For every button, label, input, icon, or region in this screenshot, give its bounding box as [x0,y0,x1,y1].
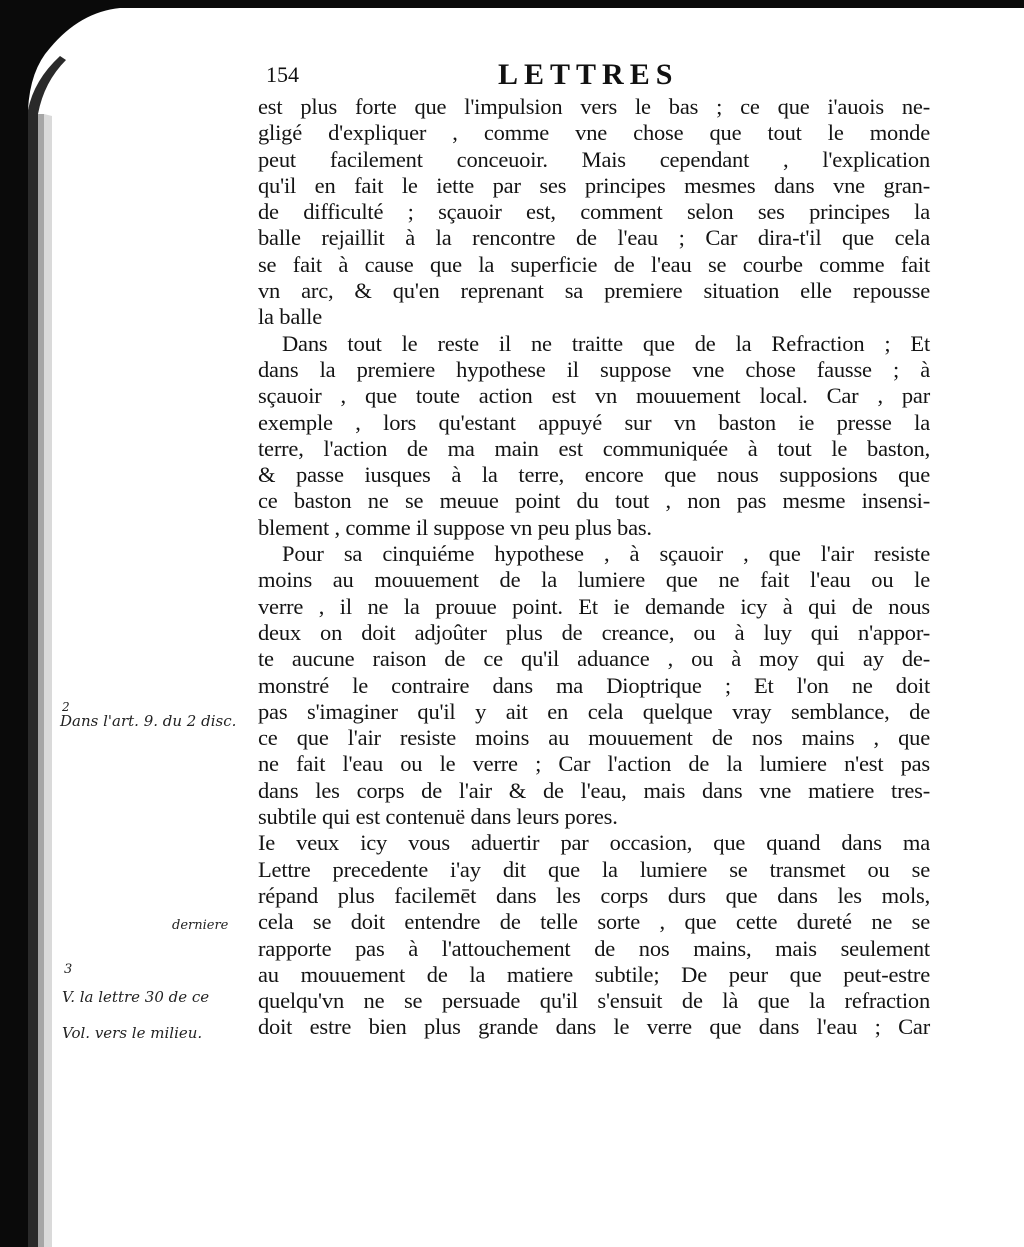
text-line: rapporte pas à l'attouchement de nos mains, mais seulement [258,935,930,961]
text-line: blement , comme il suppose vn peu plus bas. [258,514,652,540]
text-line: cela se doit entendre de telle sorte , que cette dureté ne se [258,909,930,935]
text-line: moins au mouuement de la lumiere que ne fait l'eau ou le [258,567,930,593]
text-line: exemple , lors qu'estant appuyé sur vn baston ie presse la [258,409,930,435]
margin-note-mark-2: 2 [62,700,70,714]
text-line: répand plus facilemēt dans les corps durs que dans les mols, [258,882,930,908]
margin-note-3-line-1: V. la lettre 30 de ce [62,988,210,1006]
text-line: gligé d'expliquer , comme vne chose que tout le monde [258,120,930,146]
text-line: qu'il en fait le iette par ses principes mesmes dans vne gran- [258,172,930,198]
text-line: vn arc, & qu'en reprenant sa premiere situation elle repousse [258,278,930,304]
text-line: te aucune raison de ce qu'il aduance , ou à moy qui ay de- [258,646,930,672]
text-line: ne fait l'eau ou le verre ; Car l'action de la lumiere n'est pas [258,751,930,777]
text-line: deux on doit adjoûter plus de creance, ou à luy qui n'appor- [258,619,930,645]
margin-note-derniere: derniere [172,918,229,933]
text-line: quelqu'vn ne se persuade qu'il s'ensuit de là que la refraction [258,988,930,1014]
text-line: & passe iusques à la terre, encore que nous supposions que [258,462,930,488]
paragraph-start: Ie veux icy vous aduertir par occasion, que quand dans ma [258,830,930,856]
text-line: doit estre bien plus grande dans le verre que dans l'eau ; Car [258,1014,930,1040]
text-line: terre, l'action de ma main est communiquée à tout le baston, [258,435,930,461]
text-line: ce baston ne se meuue point du tout , non pas mesme insensi- [258,488,930,514]
text-line: monstré le contraire dans ma Dioptrique ; Et l'on ne doit [258,672,930,698]
running-title: LETTRES [498,58,679,91]
text-line: la balle [258,304,322,330]
text-line: subtile qui est contenuë dans leurs pores. [258,804,618,830]
page-number: 154 [266,62,299,87]
body-text [258,94,930,1041]
text-line: balle rejaillit à la rencontre de l'eau ; Car dira-t'il que cela [258,225,930,251]
text-line: se fait à cause que la superficie de l'eau se courbe comme fait [258,251,930,277]
text-line: au mouuement de la matiere subtile; De peur que peut-estre [258,961,930,987]
text-line: pas s'imaginer qu'il y ait en cela quelque vray semblance, de [258,698,930,724]
text-line: verre , il ne la prouue point. Et ie demande icy à qui de nous [258,593,930,619]
text-line: Lettre precedente i'ay dit que la lumiere se transmet ou se [258,856,930,882]
margin-note-mark-3: 3 [64,962,73,977]
text-line: peut facilement conceuoir. Mais cependant , l'explication [258,146,930,172]
paragraph-start: Dans tout le reste il ne traitte que de la Refraction ; Et [282,330,930,356]
text-line: est plus forte que l'impulsion vers le bas ; ce que i'auois ne- [258,94,930,119]
margin-note-3-line-2: Vol. vers le milieu. [62,1024,203,1042]
paragraph-start: Pour sa cinquiéme hypothese , à sçauoir , que l'air resiste [282,541,930,567]
text-line: de difficulté ; sçauoir est, comment selon ses principes la [258,199,930,225]
text-line: ce que l'air resiste moins au mouuement de nos mains , que [258,725,930,751]
text-line: sçauoir , que toute action est vn mouuement local. Car , par [258,383,930,409]
text-line: dans la premiere hypothese il suppose vne chose fausse ; à [258,356,930,382]
book-page [258,58,930,1041]
page-header [258,58,930,94]
margin-note-2: Dans l'art. 9. du 2 disc. [60,712,237,730]
text-line: dans les corps de l'air & de l'eau, mais dans vne matiere tres- [258,777,930,803]
